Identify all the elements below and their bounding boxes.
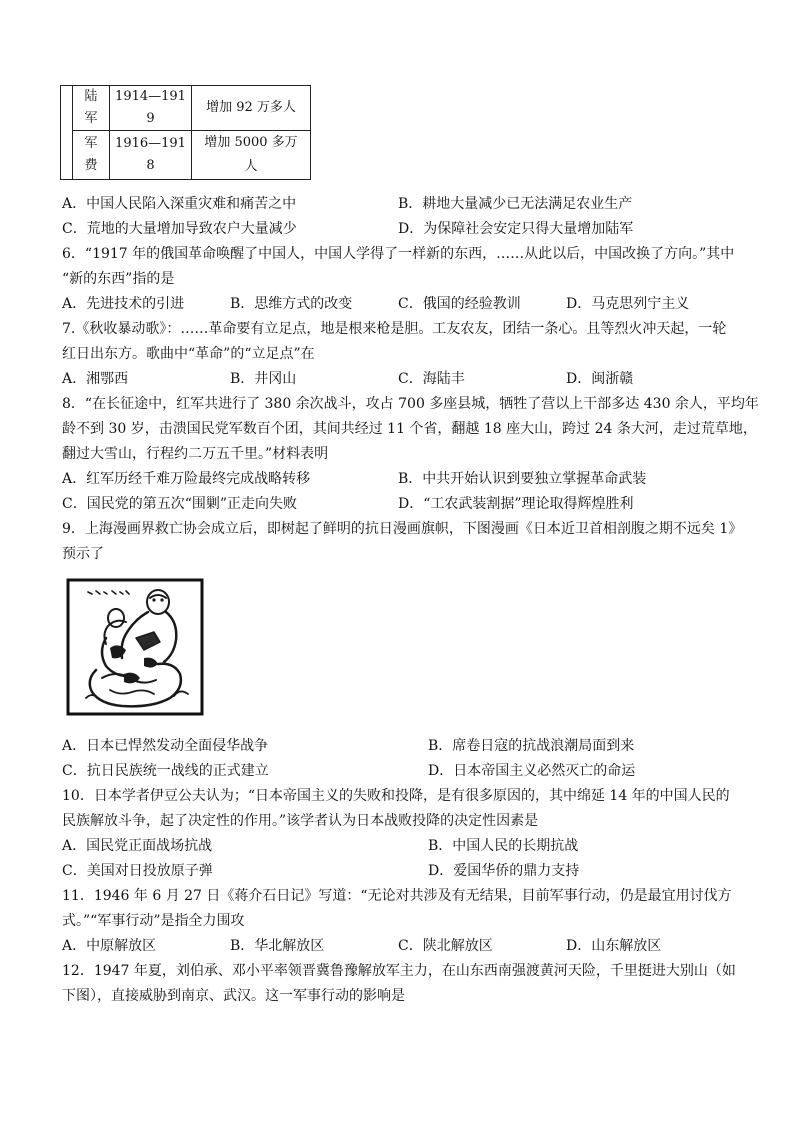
q5-option-a: A．中国人民陷入深重灾难和痛苦之中 bbox=[62, 196, 297, 212]
q6-stem-line2: “新的东西”指的是 bbox=[62, 271, 175, 287]
table-cell-change bbox=[192, 131, 311, 180]
cartoon-illustration bbox=[66, 578, 204, 716]
row-change: 增加 5000 多万人 bbox=[204, 135, 298, 174]
q10-option-b: B．中国人民的长期抗战 bbox=[428, 838, 579, 854]
q7-stem-line1: 7.《秋收暴动歌》：……革命要有立足点，地是根来枪是胆。工友农友，团结一条心。且等烈火冲天起，一轮 bbox=[62, 321, 727, 337]
q6-option-a: A．先进技术的引进 bbox=[62, 296, 185, 312]
q8-stem-line3: 翻过大雪山，行程约二万五千里。”材料表明 bbox=[62, 446, 329, 462]
q6-option-c: C．俄国的经验教训 bbox=[398, 296, 521, 312]
q12-stem-line2: 下图），直接威胁到南京、武汉。这一军事行动的影响是 bbox=[62, 988, 405, 1004]
table-row bbox=[61, 131, 311, 180]
row-label: 军费 bbox=[84, 136, 98, 173]
q10-option-c: C．美国对日投放原子弹 bbox=[62, 863, 213, 879]
q7-stem-line2: 红日出东方。歌曲中“革命”的“立足点”在 bbox=[62, 346, 315, 362]
q11-stem-line2: 式。”“军事行动”是指全力围攻 bbox=[62, 913, 245, 929]
row-period: 1916—1918 bbox=[115, 136, 186, 173]
q8-stem-line2: 龄不到 30 岁，击溃国民党军数百个团，其间共经过 11 个省，翻越 18 座大山，跨过 24 条大河，走过荒草地， bbox=[62, 421, 757, 437]
q6-option-d: D．马克思列宁主义 bbox=[566, 296, 690, 312]
q9-stem-line2: 预示了 bbox=[62, 546, 104, 562]
table-cell-period bbox=[110, 131, 192, 180]
q9-option-d: D．日本帝国主义必然灭亡的命运 bbox=[428, 763, 636, 779]
statistics-table bbox=[60, 85, 311, 180]
table-cell-label bbox=[73, 86, 110, 131]
q6-option-b: B．思维方式的改变 bbox=[230, 296, 353, 312]
q10-stem-line1: 10．日本学者伊豆公夫认为；“日本帝国主义的失败和投降，是有很多原因的，其中绵延 14 年的中国人民的 bbox=[62, 788, 730, 804]
q9-stem-line1: 9．上海漫画界救亡协会成立后，即树起了鲜明的抗日漫画旗帜，下图漫画《日本近卫首相剖腹之期不远矣 1》 bbox=[62, 521, 743, 537]
q9-option-c: C．抗日民族统一战线的正式建立 bbox=[62, 763, 269, 779]
row-period: 1914—1919 bbox=[115, 89, 186, 126]
q11-option-d: D．山东解放区 bbox=[566, 938, 662, 954]
q10-option-a: A．国民党正面战场抗战 bbox=[62, 838, 213, 854]
q7-option-d: D．闽浙赣 bbox=[566, 371, 634, 387]
q7-option-b: B．井冈山 bbox=[230, 371, 297, 387]
table-cell-change bbox=[192, 86, 311, 131]
q8-option-c: C．国民党的第五次“围剿”正走向失败 bbox=[62, 496, 298, 512]
q9-option-b: B．席卷日寇的抗战浪潮局面到来 bbox=[428, 738, 635, 754]
q11-option-a: A．中原解放区 bbox=[62, 938, 157, 954]
row-label: 陆军 bbox=[84, 89, 98, 126]
table-cell-label bbox=[73, 131, 110, 180]
q5-option-d: D．为保障社会安定只得大量增加陆军 bbox=[398, 221, 634, 237]
q10-stem-line2: 民族解放斗争，起了决定性的作用。”该学者认为日本战败投降的决定性因素是 bbox=[62, 813, 539, 829]
q8-option-a: A．红军历经千难万险最终完成战略转移 bbox=[62, 471, 311, 487]
q12-stem-line1: 12．1947 年夏，刘伯承、邓小平率领晋冀鲁豫解放军主力，在山东西南强渡黄河天险，千里挺进大别山（如 bbox=[62, 963, 736, 979]
q5-option-b: B．耕地大量减少已无法满足农业生产 bbox=[398, 196, 633, 212]
table-blank-column bbox=[61, 86, 73, 180]
table-cell-period bbox=[110, 86, 192, 131]
table-row bbox=[61, 86, 311, 131]
q7-option-a: A．湘鄂西 bbox=[62, 371, 129, 387]
q11-option-c: C．陕北解放区 bbox=[398, 938, 493, 954]
q11-option-b: B．华北解放区 bbox=[230, 938, 325, 954]
q5-option-c: C．荒地的大量增加导致农户大量减少 bbox=[62, 221, 297, 237]
q8-option-d: D．“工农武装割据”理论取得辉煌胜利 bbox=[398, 496, 634, 512]
q10-option-d: D．爱国华侨的鼎力支持 bbox=[428, 863, 580, 879]
q11-stem-line1: 11．1946 年 6 月 27 日《蒋介石日记》写道：“无论对共涉及有无结果，目前军事行动，仍是最宜用讨伐方 bbox=[62, 888, 732, 904]
q9-option-a: A．日本已悍然发动全面侵华战争 bbox=[62, 738, 269, 754]
q7-option-c: C．海陆丰 bbox=[398, 371, 465, 387]
q8-stem-line1: 8．“在长征途中，红军共进行了 380 余次战斗，攻占 700 多座县城，牺牲了营以上干部多达 430 余人，平均年 bbox=[62, 396, 759, 412]
row-change: 增加 92 万多人 bbox=[206, 100, 296, 115]
q6-stem-line1: 6．“1917 年的俄国革命唤醒了中国人，中国人学得了一样新的东西，……从此以后，中国改换了方向。”其中 bbox=[62, 246, 735, 262]
q8-option-b: B．中共开始认识到要独立掌握革命武装 bbox=[398, 471, 647, 487]
